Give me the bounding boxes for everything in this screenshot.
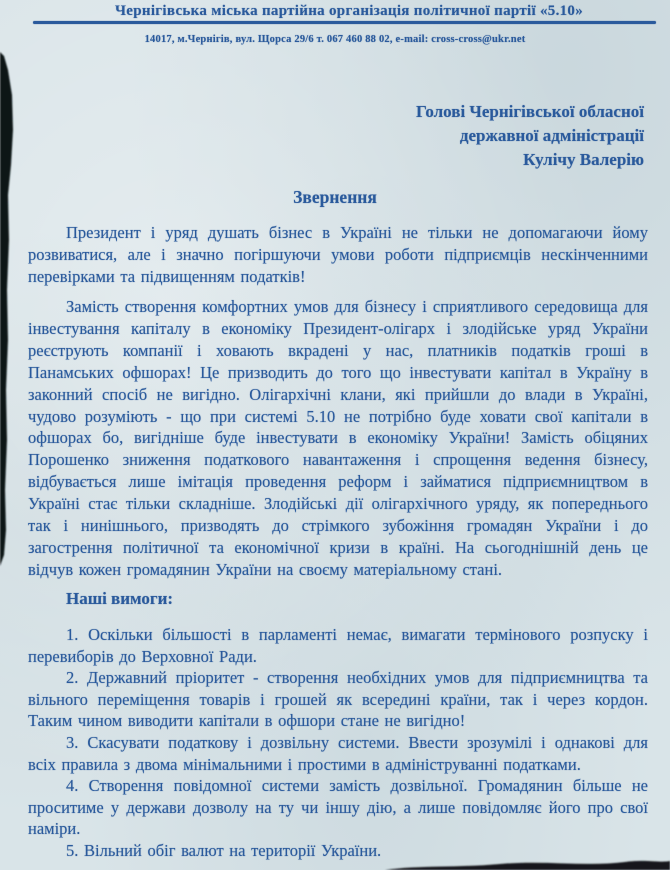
left-edge-shadow — [0, 52, 13, 566]
recipient-line-1: Голові Чернігівської обласної — [416, 102, 644, 121]
recipient-block — [416, 100, 644, 172]
letterhead-contact-line: 14017, м.Чернігів, вул. Щорса 29/6 т. 067 460 88 02, e-mail: cross-cross@ukr.net — [144, 34, 526, 45]
demand-item-2: 2. Державний пріоритет - створення необхідних умов для підприємництва та вільного переміщення товарів і грошей як всередині країни, так і через кордон. Таким чином виводити капітали в офшори стане не вигідно! — [28, 668, 648, 731]
letter-title: Звернення — [293, 187, 377, 207]
demand-item-1: 1. Оскільки більшості в парламенті немає, вимагати термінового розпуску і перевиборів до Верховної Ради. — [28, 625, 648, 666]
demands-heading: Наші вимоги: — [66, 589, 174, 608]
recipient-line-2: державної адміністрації — [459, 126, 644, 145]
paragraph-intro: Президент і уряд душать бізнес в Україні не тільки не допомагаючи йому розвиватися, але і значно погіршуючи умови роботи підприємців нескінченними перевірками та підвищенням податків! — [28, 223, 648, 286]
demands-list — [28, 624, 648, 862]
letterhead-rule — [33, 21, 656, 24]
recipient-line-3: Кулічу Валерію — [523, 150, 644, 169]
paragraph-main: Замість створення комфортних умов для бізнесу і сприятливого середовища для інвестування капіталу в економіку Президент-олігарх і злодійське уряд України реєструють компанії і ховають вкрадені у нас, платників податків гроші в Панамських офшорах! Це призводить до того що інвестувати капітал в Україну в законний спосіб не вигідно. Олігархічні клани, які прийшли до влади в Україні, чудово розуміють - що при системі 5.10 не потрібно буде ховати свої капітали в офшорах бо, вигідніше буде інвестувати в економіку України! Замість обіцяних Порошенко зниження податкового навантаження і спрощення ведення бізнесу, відбувається лише імітація проведення реформ і займатися підприємництвом в Україні стає тільки складніше. Злодійські дії олігархічного уряду, як попереднього так і нинішнього, призводять до стрімкого зубожіння громадян України і до загострення політичної та економічної кризи в країні. На сьогоднішній день це відчув кожен громадянин України на своєму матеріальному стані. — [28, 297, 648, 579]
demand-item-3: 3. Скасувати податкову і дозвільну системи. Ввести зрозумілі і однакові для всіх правила з двома мінімальними і простими в адмініструванні податками. — [28, 732, 648, 774]
bottom-edge-shadow — [385, 861, 670, 870]
letterhead-org-name: Чернігівська міська партійна організація політичної партії «5.10» — [114, 3, 584, 19]
demand-item-4: 4. Створення повідомної системи замість дозвільної. Громадянин більше не проситиме у держави дозволу на ту чи іншу дію, а лише повідомляє його про свої наміри. — [28, 776, 648, 839]
demand-item-5: 5. Вільний обіг валют на території України. — [66, 840, 382, 860]
